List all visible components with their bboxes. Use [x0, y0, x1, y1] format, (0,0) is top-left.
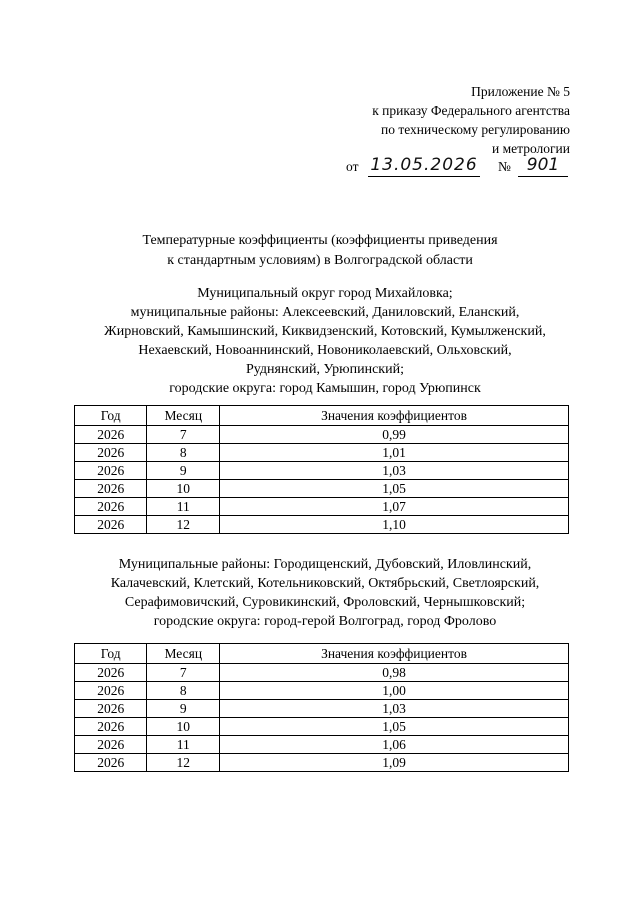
cell-value: 1,05 [220, 480, 569, 498]
appendix-header [372, 82, 570, 158]
header-month: Месяц [147, 644, 220, 664]
region-line: Муниципальный округ город Михайловка; [197, 286, 453, 301]
cell-year: 2026 [75, 664, 147, 682]
order-number-prefix: № [498, 159, 511, 174]
title-line: к стандартным условиям) в Волгоградской области [167, 253, 473, 268]
cell-year: 2026 [75, 444, 147, 462]
table-row [75, 462, 569, 480]
cell-value: 1,01 [220, 444, 569, 462]
table-row [75, 516, 569, 534]
cell-year: 2026 [75, 480, 147, 498]
order-number-handwritten: 901 [518, 154, 568, 177]
table-header-row [75, 406, 569, 426]
cell-month: 7 [147, 664, 220, 682]
cell-year: 2026 [75, 498, 147, 516]
document-title [0, 231, 640, 271]
table-header-row [75, 644, 569, 664]
cell-value: 1,03 [220, 462, 569, 480]
cell-year: 2026 [75, 700, 147, 718]
appendix-number: Приложение № 5 [471, 84, 570, 99]
cell-month: 8 [147, 444, 220, 462]
table-row [75, 682, 569, 700]
order-date-handwritten: 13.05.2026 [368, 154, 480, 177]
cell-month: 10 [147, 480, 220, 498]
cell-value: 1,03 [220, 700, 569, 718]
table-row [75, 444, 569, 462]
table-row [75, 718, 569, 736]
cell-value: 0,98 [220, 664, 569, 682]
table-row [75, 426, 569, 444]
region-line: Серафимовичский, Суровикинский, Фроловский, Чернышковский; [124, 595, 526, 610]
cell-month: 10 [147, 718, 220, 736]
cell-value: 1,07 [220, 498, 569, 516]
table-row [75, 754, 569, 772]
region-line: городские округа: город Камышин, город Урюпинск [169, 381, 481, 396]
cell-value: 0,99 [220, 426, 569, 444]
region-line: Руднянский, Урюпинский; [246, 362, 404, 377]
cell-month: 12 [147, 516, 220, 534]
appendix-agency: по техническому регулированию [380, 122, 570, 137]
region-line: Жирновский, Камышинский, Киквидзенский, Котовский, Кумылженский, [104, 324, 546, 339]
cell-month: 8 [147, 682, 220, 700]
table-row [75, 664, 569, 682]
region-line: Муниципальные районы: Городищенский, Дубовский, Иловлинский, [118, 557, 532, 572]
region-line: городские округа: город-герой Волгоград, город Фролово [153, 614, 497, 629]
header-year: Год [75, 406, 147, 426]
cell-year: 2026 [75, 426, 147, 444]
cell-value: 1,05 [220, 718, 569, 736]
coefficients-table-1 [74, 405, 569, 534]
cell-year: 2026 [75, 754, 147, 772]
region-line: Нехаевский, Новоаннинский, Новониколаевский, Ольховский, [138, 343, 512, 358]
cell-year: 2026 [75, 462, 147, 480]
cell-value: 1,06 [220, 736, 569, 754]
header-year: Год [75, 644, 147, 664]
header-values: Значения коэффициентов [220, 406, 569, 426]
region-group-2 [40, 555, 610, 631]
region-line: муниципальные районы: Алексеевский, Даниловский, Еланский, [130, 305, 520, 320]
table-row [75, 736, 569, 754]
appendix-agency-cont: и метрологии [492, 141, 570, 156]
coefficients-table-2 [74, 643, 569, 772]
region-group-1 [40, 284, 610, 398]
cell-month: 9 [147, 700, 220, 718]
cell-month: 11 [147, 736, 220, 754]
cell-year: 2026 [75, 718, 147, 736]
table-row [75, 480, 569, 498]
cell-value: 1,10 [220, 516, 569, 534]
header-month: Месяц [147, 406, 220, 426]
header-values: Значения коэффициентов [220, 644, 569, 664]
title-line: Температурные коэффициенты (коэффициенты приведения [142, 233, 498, 248]
table-row [75, 700, 569, 718]
cell-month: 11 [147, 498, 220, 516]
table-row [75, 498, 569, 516]
order-date-prefix: от [346, 159, 359, 174]
cell-month: 12 [147, 754, 220, 772]
order-date-line [346, 155, 576, 180]
region-line: Калачевский, Клетский, Котельниковский, Октябрьский, Светлоярский, [110, 576, 540, 591]
cell-month: 7 [147, 426, 220, 444]
cell-year: 2026 [75, 682, 147, 700]
cell-month: 9 [147, 462, 220, 480]
cell-value: 1,09 [220, 754, 569, 772]
cell-year: 2026 [75, 736, 147, 754]
appendix-order-ref: к приказу Федерального агентства [372, 103, 570, 118]
cell-year: 2026 [75, 516, 147, 534]
cell-value: 1,00 [220, 682, 569, 700]
